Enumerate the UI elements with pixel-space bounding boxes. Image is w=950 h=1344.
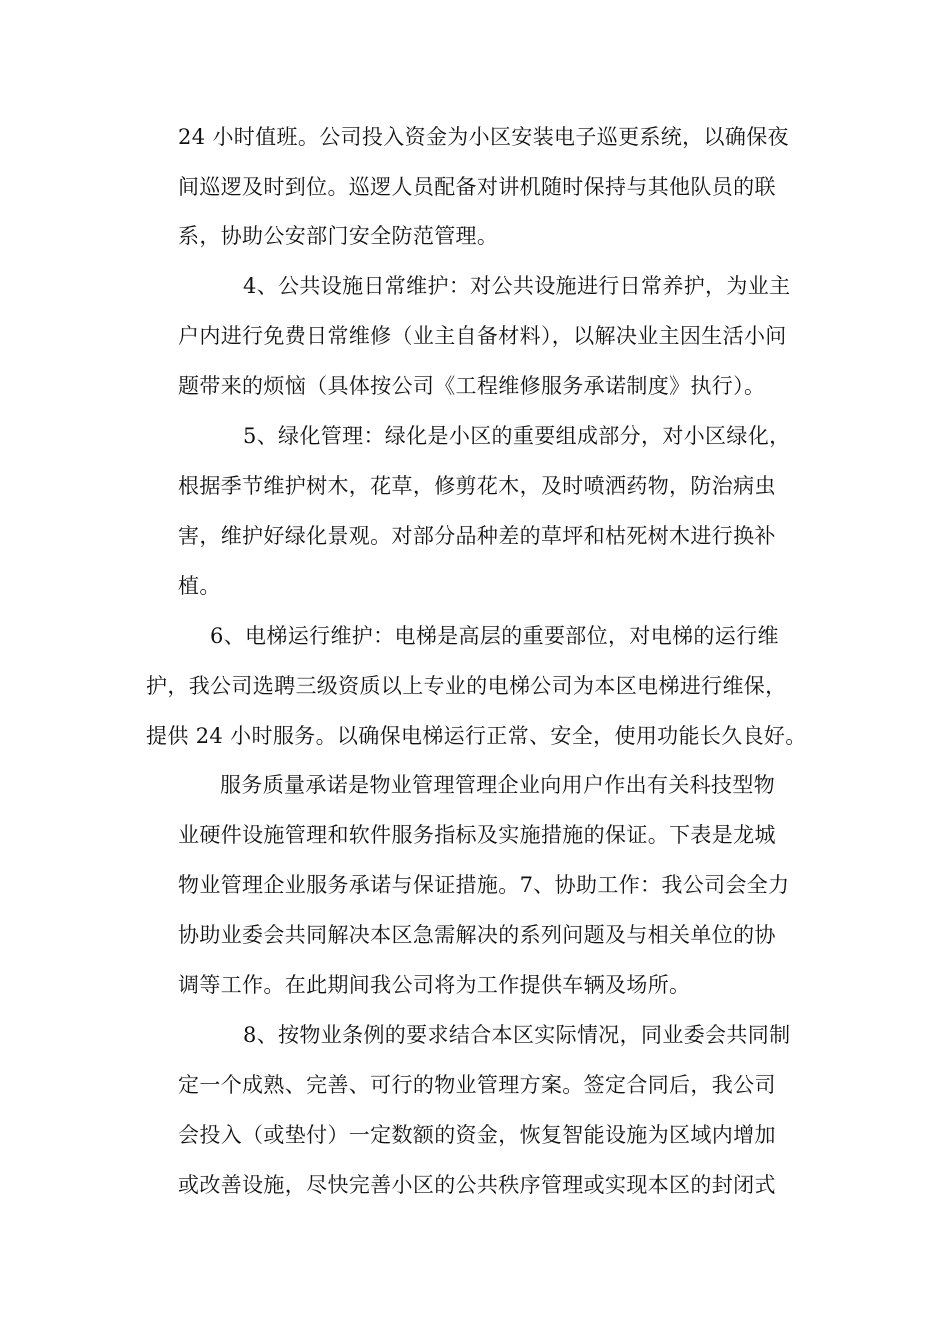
text-line: 24 小时值班。公司投入资金为小区安装电子巡更系统，以确保夜 (178, 125, 789, 149)
text-line: 服务质量承诺是物业管理管理企业向用户作出有关科技型物 (220, 773, 776, 797)
text-line: 害，维护好绿化景观。对部分品种差的草坪和枯死树木进行换补 (178, 524, 776, 548)
text-line: 植。 (178, 574, 221, 598)
text-line: 业硬件设施管理和软件服务指标及实施措施的保证。下表是龙城 (178, 823, 776, 847)
text-line: 8、按物业条例的要求结合本区实际情况，同业委会共同制 (243, 1023, 791, 1047)
text-line: 间巡逻及时到位。巡逻人员配备对讲机随时保持与其他队员的联 (178, 175, 776, 199)
text-line: 护，我公司选聘三级资质以上专业的电梯公司为本区电梯进行维保， (146, 674, 787, 698)
text-line: 户内进行免费日常维修（业主自备材料），以解决业主因生活小问 (178, 324, 787, 348)
text-line: 根据季节维护树木，花草，修剪花木，及时喷洒药物，防治病虫 (178, 474, 776, 498)
text-line: 提供 24 小时服务。以确保电梯运行正常、安全，使用功能长久良好。 (146, 724, 807, 748)
text-line: 系，协助公安部门安全防范管理。 (178, 224, 499, 248)
text-line: 题带来的烦恼（具体按公司《工程维修服务承诺制度》执行）。 (178, 374, 766, 398)
text-line: 会投入（或垫付）一定数额的资金，恢复智能设施为区域内增加 (178, 1123, 776, 1147)
text-line: 调等工作。在此期间我公司将为工作提供车辆及场所。 (178, 973, 691, 997)
text-line: 定一个成熟、完善、可行的物业管理方案。签定合同后，我公司 (178, 1073, 776, 1097)
text-line: 协助业委会共同解决本区急需解决的系列问题及与相关单位的协 (178, 923, 776, 947)
text-line: 6、电梯运行维护：电梯是高层的重要部位，对电梯的运行维 (210, 624, 779, 648)
text-line: 4、公共设施日常维护：对公共设施进行日常养护，为业主 (243, 274, 791, 298)
text-line: 物业管理企业服务承诺与保证措施。7、协助工作：我公司会全力 (178, 873, 790, 897)
text-line: 5、绿化管理：绿化是小区的重要组成部分，对小区绿化， (243, 424, 791, 448)
text-line: 或改善设施，尽快完善小区的公共秩序管理或实现本区的封闭式 (178, 1173, 776, 1197)
